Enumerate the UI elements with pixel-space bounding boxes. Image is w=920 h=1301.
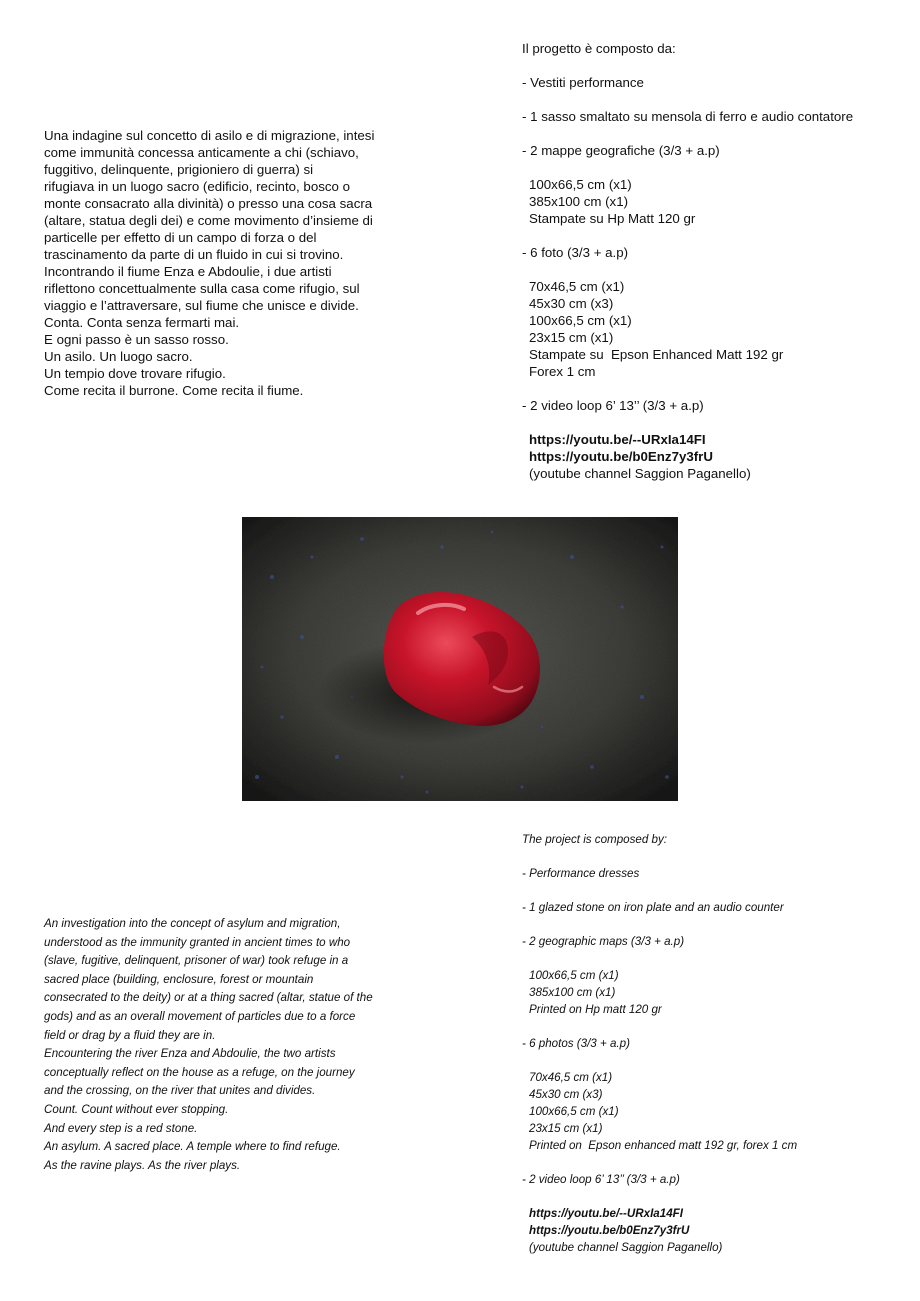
- maps-detail: 385x100 cm (x1): [529, 194, 629, 209]
- description-line: field or drag by a fluid they are in.: [44, 1028, 216, 1042]
- maps-detail: Stampate su Hp Matt 120 gr: [529, 211, 696, 226]
- photos-detail: Stampate su Epson Enhanced Matt 192 gr: [529, 347, 784, 362]
- maps-detail: Printed on Hp matt 120 gr: [529, 1003, 662, 1016]
- italian-description: [44, 127, 414, 399]
- description-line: viaggio e l’attraversare, sul fiume che unisce e divide.: [44, 298, 359, 313]
- video-link-1[interactable]: https://youtu.be/--URxIa14FI: [529, 432, 706, 447]
- description-line: rifugiava in un luogo sacro (edificio, recinto, bosco o: [44, 179, 350, 194]
- description-line: An asylum. A sacred place. A temple where to find refuge.: [44, 1140, 341, 1154]
- list-item-dresses: - Performance dresses: [522, 867, 640, 880]
- maps-detail: 385x100 cm (x1): [529, 986, 616, 999]
- description-line: (altare, statua degli dei) e come movimento d’insieme di: [44, 213, 373, 228]
- list-item-stone: - 1 glazed stone on iron plate and an audio counter: [522, 901, 784, 914]
- photos-detail: Printed on Epson enhanced matt 192 gr, forex 1 cm: [529, 1139, 798, 1152]
- description-line: fuggitivo, delinquente, prigioniero di guerra) si: [44, 162, 314, 177]
- photos-detail: 100x66,5 cm (x1): [529, 1105, 619, 1118]
- italian-component-list: [522, 40, 912, 482]
- list-item-video: - 2 video loop 6’ 13’’ (3/3 + a.p): [522, 398, 704, 413]
- photos-detail: 70x46,5 cm (x1): [529, 1071, 613, 1084]
- description-line: monte consacrato alla divinità) o presso una cosa sacra: [44, 196, 373, 211]
- description-line: Incontrando il fiume Enza e Abdoulie, i due artisti: [44, 264, 332, 279]
- video-link-2[interactable]: https://youtu.be/b0Enz7y3frU: [529, 1224, 690, 1237]
- youtube-channel-note: (youtube channel Saggion Paganello): [529, 466, 751, 481]
- list-item-dresses: - Vestiti performance: [522, 75, 644, 90]
- video-link-1[interactable]: https://youtu.be/--URxIa14FI: [529, 1207, 683, 1220]
- english-component-list: [522, 831, 912, 1256]
- description-line: understood as the immunity granted in ancient times to who: [44, 935, 351, 949]
- description-line: Come recita il burrone. Come recita il fiume.: [44, 383, 304, 398]
- description-line: Encountering the river Enza and Abdoulie, the two artists: [44, 1047, 336, 1061]
- description-line: conceptually reflect on the house as a refuge, on the journey: [44, 1065, 355, 1079]
- description-line: Un asilo. Un luogo sacro.: [44, 349, 193, 364]
- photos-detail: 23x15 cm (x1): [529, 1122, 603, 1135]
- list-item-maps: - 2 mappe geografiche (3/3 + a.p): [522, 143, 720, 158]
- photos-detail: 70x46,5 cm (x1): [529, 279, 625, 294]
- photos-detail: 45x30 cm (x3): [529, 1088, 603, 1101]
- description-line: consecrated to the deity) or at a thing sacred (altar, statue of the: [44, 991, 373, 1005]
- description-line: Conta. Conta senza fermarti mai.: [44, 315, 240, 330]
- youtube-channel-note: (youtube channel Saggion Paganello): [529, 1241, 723, 1254]
- list-heading: The project is composed by:: [522, 833, 667, 846]
- photos-detail: Forex 1 cm: [529, 364, 596, 379]
- list-heading: Il progetto è composto da:: [522, 41, 676, 56]
- description-line: As the ravine plays. As the river plays.: [44, 1158, 241, 1172]
- description-line: An investigation into the concept of asylum and migration,: [44, 917, 341, 930]
- list-item-maps: - 2 geographic maps (3/3 + a.p): [522, 935, 685, 948]
- description-line: and the crossing, on the river that unites and divides.: [44, 1084, 316, 1098]
- photos-detail: 45x30 cm (x3): [529, 296, 614, 311]
- description-line: (slave, fugitive, delinquent, prisoner of war) took refuge in a: [44, 954, 349, 968]
- maps-detail: 100x66,5 cm (x1): [529, 177, 632, 192]
- photos-detail: 23x15 cm (x1): [529, 330, 614, 345]
- description-line: Count. Count without ever stopping.: [44, 1102, 229, 1116]
- list-item-video: - 2 video loop 6’ 13’’ (3/3 + a.p): [522, 1173, 680, 1186]
- description-line: And every step is a red stone.: [44, 1121, 198, 1135]
- description-line: particelle per effetto di un campo di forza o del: [44, 230, 317, 245]
- red-stone-photo: [242, 517, 678, 801]
- maps-detail: 100x66,5 cm (x1): [529, 969, 619, 982]
- photos-detail: 100x66,5 cm (x1): [529, 313, 632, 328]
- description-line: Un tempio dove trovare rifugio.: [44, 366, 226, 381]
- description-line: gods) and as an overall movement of particles due to a force: [44, 1009, 356, 1023]
- english-description: [44, 915, 414, 1175]
- list-item-photos: - 6 foto (3/3 + a.p): [522, 245, 629, 260]
- list-item-photos: - 6 photos (3/3 + a.p): [522, 1037, 630, 1050]
- description-line: E ogni passo è un sasso rosso.: [44, 332, 229, 347]
- list-item-stone: - 1 sasso smaltato su mensola di ferro e audio contatore: [522, 109, 854, 124]
- video-link-2[interactable]: https://youtu.be/b0Enz7y3frU: [529, 449, 713, 464]
- description-line: come immunità concessa anticamente a chi (schiavo,: [44, 145, 359, 160]
- description-line: riflettono concettualmente sulla casa come rifugio, sul: [44, 281, 360, 296]
- description-line: sacred place (building, enclosure, forest or mountain: [44, 972, 314, 986]
- description-line: Una indagine sul concetto di asilo e di migrazione, intesi: [44, 128, 375, 143]
- description-line: trascinamento da parte di un fluido in cui si trovino.: [44, 247, 344, 262]
